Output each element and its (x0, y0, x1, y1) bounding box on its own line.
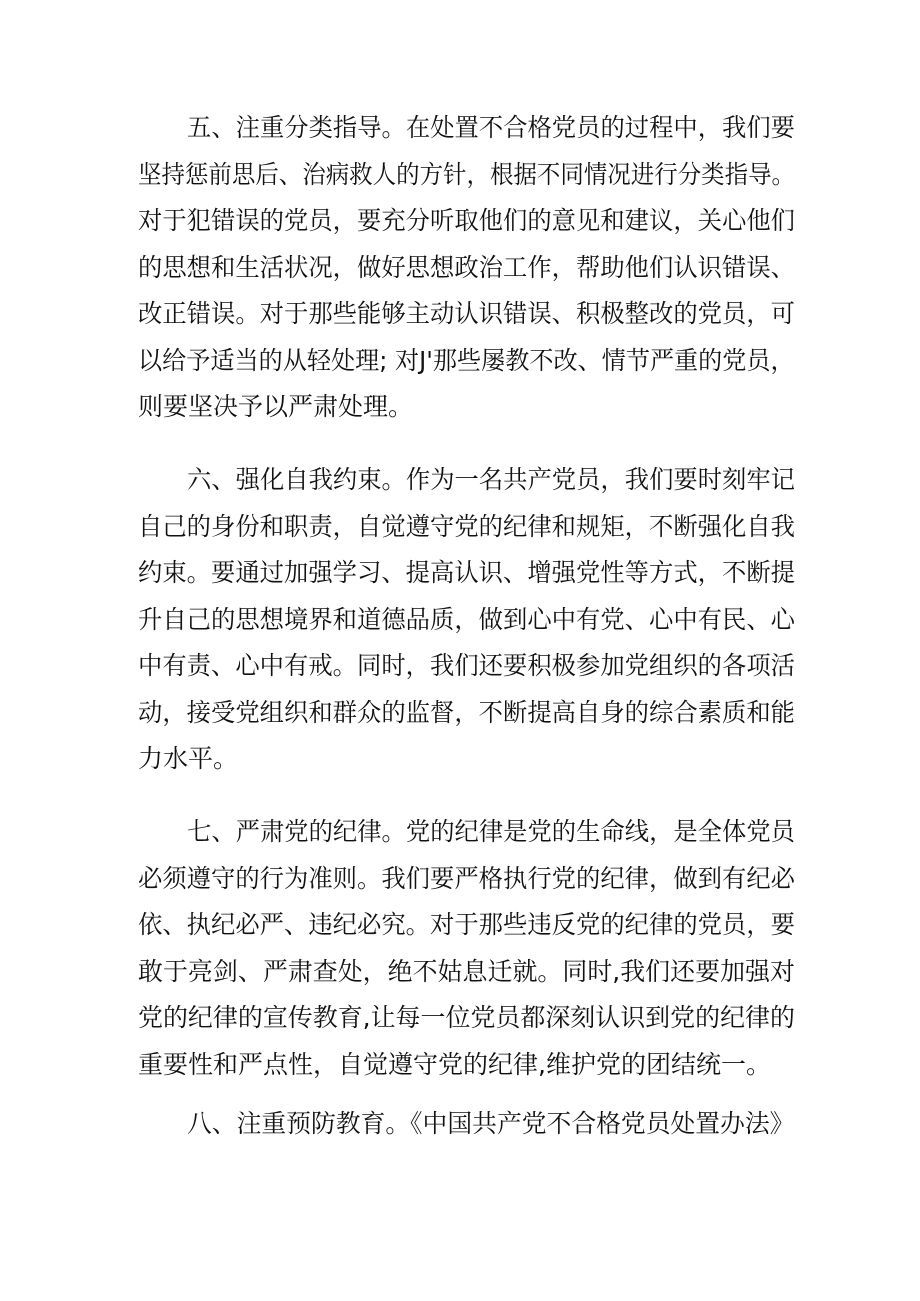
text-line: 必须遵守的行为准则。我们要严格执行党的纪律，做到有纪必 (138, 863, 795, 893)
text-line: 以给予适当的从轻处理; 对J'那些屡教不改、情节严重的党员， (138, 345, 795, 375)
text-line: 七、严肃党的纪律。党的纪律是党的生命线，是全体党员 (187, 817, 796, 846)
text-line: 党的纪律的宣传教育,让每一位党员都深刻认识到党的纪律的 (138, 1003, 795, 1032)
text-line: 八、注重预防教育。《中国共产党不合格党员处置办法》 (187, 1109, 795, 1138)
text-line: 力水平。 (138, 744, 239, 773)
text-line: 五、注重分类指导。在处置不合格党员的过程中，我们要 (187, 113, 796, 142)
text-line: 六、强化自我约束。作为一名共产党员，我们要时刻牢记 (187, 465, 796, 494)
text-line: 则要坚决予以严肃处理。 (138, 392, 414, 421)
text-line: 敢于亮剑、严肃查处，绝不姑息迁就。同时,我们还要加强对 (138, 956, 795, 986)
text-line: 的思想和生活状况，做好思想政治工作，帮助他们认识错误、 (138, 252, 795, 282)
text-line: 自己的身份和职责，自觉遵守党的纪律和规矩，不断强化自我 (138, 511, 795, 541)
text-line: 约束。要通过加强学习、提高认识、增强党性等方式，不断提 (138, 558, 795, 587)
text-line: 对于犯错误的党员，要充分听取他们的意见和建议，关心他们 (138, 206, 795, 235)
text-line: 中有责、心中有戒。同时，我们还要积极参加党组织的各项活 (138, 651, 795, 680)
text-line: 坚持惩前思后、治病救人的方针，根据不同情况进行分类指导。 (138, 159, 796, 189)
text-line: 依、执纪必严、违纪必究。对于那些违反党的纪律的党员，要 (138, 910, 795, 939)
text-line: 升自己的思想境界和道德品质，做到心中有党、心中有民、心 (138, 604, 795, 634)
text-line: 动，接受党组织和群众的监督，不断提高自身的综合素质和能 (138, 697, 795, 727)
text-line: 重要性和严点性，自觉遵守党的纪律,维护党的团结统一。 (138, 1049, 771, 1079)
text-line: 改正错误。对于那些能够主动认识错误、积极整改的党员，可 (138, 299, 795, 328)
